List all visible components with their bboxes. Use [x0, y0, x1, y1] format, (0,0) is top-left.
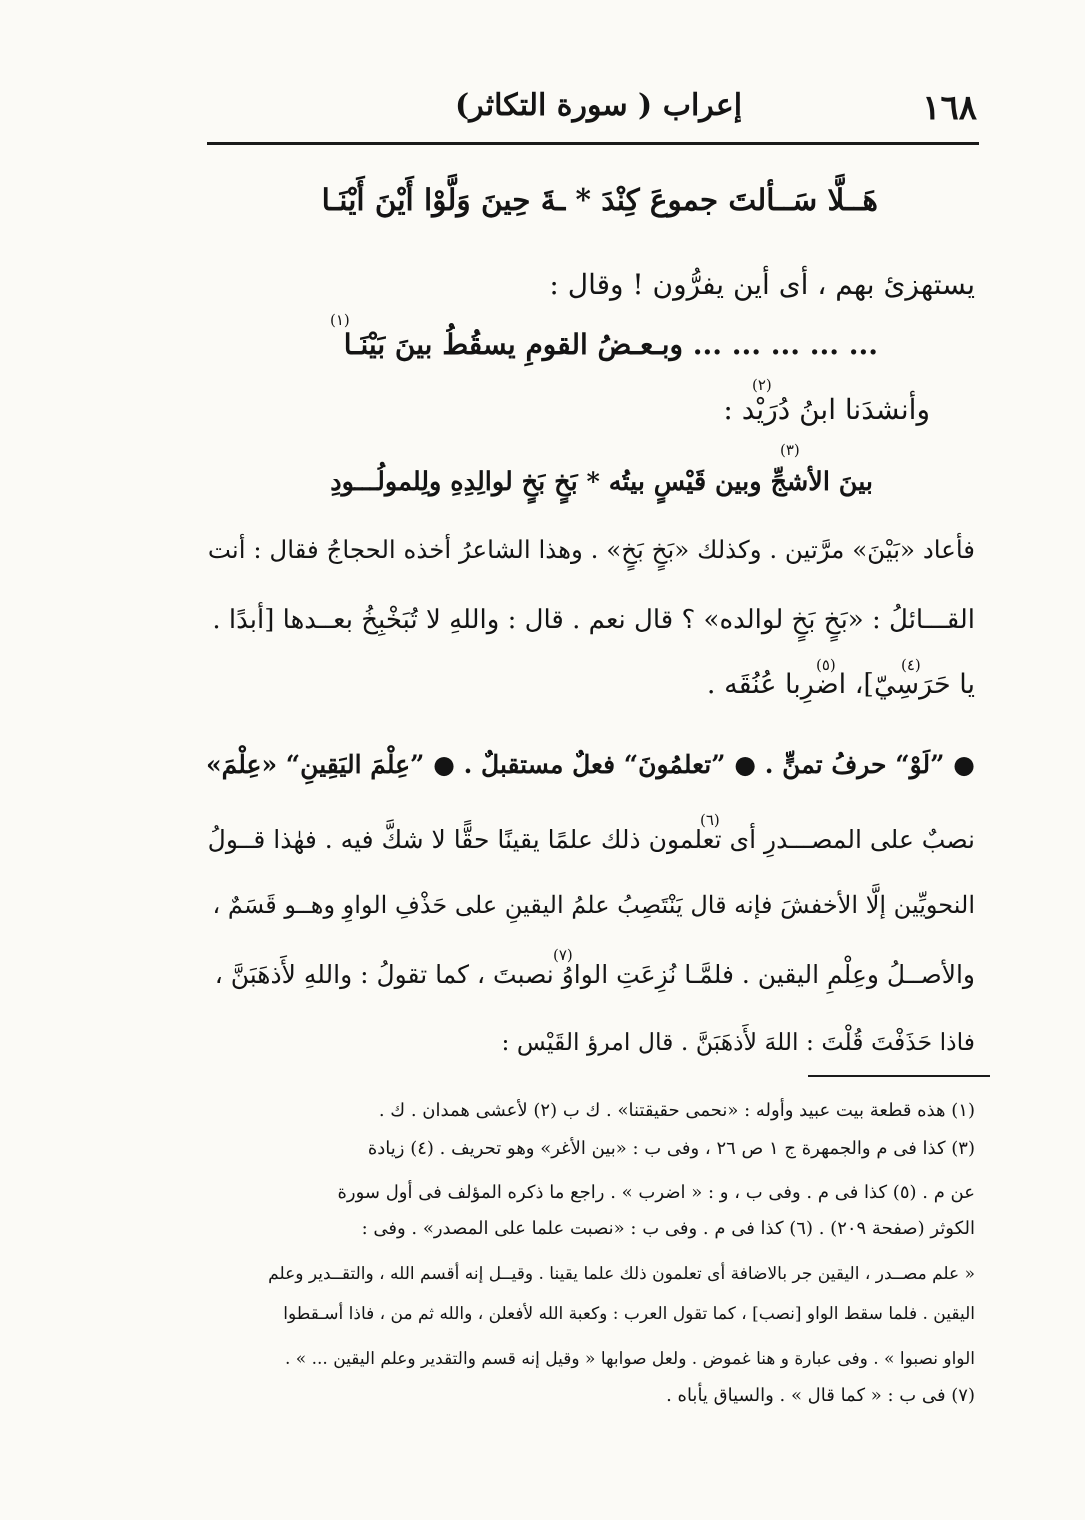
body-line: وأنشدَنا ابنُ دُرَيْد : [723, 393, 930, 426]
footnote-rule [808, 1075, 990, 1077]
body-line: يستهزئ بهم ، أى أين يفرُّون ! وقال : [549, 268, 975, 301]
verse-line-1: هَــلَّا سَــألتَ جموعَ كِنْدَ * ـةَ حِينَ وَلَّوْا أَيْنَ أَيْنَـا [321, 182, 878, 217]
fn-marker-7-text: (٧) [553, 946, 573, 964]
body-line: فأعاد «بَيْنَ» مرَّتين . وكذلك «بَخٍ بَخٍ» . وهذا الشاعرُ أخذه الحجاجُ فقال : أنت [207, 535, 975, 564]
body-line: القـــائلُ : «بَخٍ بَخٍ لوالده» ؟ قال نعم . قال : واللهِ لا تُبَخْبِخُ بعــدها [أبدًا . [212, 605, 975, 635]
page-header [207, 88, 977, 136]
fn-marker-1-text: (١) [330, 311, 350, 329]
body-line: النحويِّين إلَّا الأخفشَ فإنه قال يَنْتَصِبُ علمُ اليقينِ على حَذْفِ الواوِ وهــو قَسَمٌ ، [212, 891, 975, 919]
fn-marker-6-text: (٦) [700, 811, 720, 829]
grammar-heading-line: ● ”لَوْ“ حرفُ تمنٍّ . ● ”تعلمُونَ“ فعلٌ مستقبلٌ . ● ”عِلْمَ اليَقِينِ“ «عِلْمَ» [206, 750, 975, 779]
footnote-line: اليقين . فلما سقط الواو [نصب] ، كما تقول العرب : وكعبة الله لأفعلن ، والله ثم من ، فاذا أسـقطوا [283, 1304, 975, 1324]
footnote-line: عن م . (٥) كذا فى م . وفى ب ، و : « اضرب » . راجع ما ذكره المؤلف فى أول سورة [337, 1182, 975, 1203]
fn-marker-4-text: (٤) [901, 656, 921, 674]
footnote-line: (٧) فى ب : « كما قال » . والسياق يأباه . [666, 1385, 975, 1406]
fn-marker-2-text: (٢) [752, 376, 772, 394]
verse-line-2: ... ... ... ... ... وبـعـضُ القومِ يسقُطُ بينَ بَيْنَـا [343, 328, 878, 361]
footnote-line: الواو نصبوا » . وفى عبارة و هنا غموض . ولعل صوابها « وقيل إنه قسم والتقدير وعلم اليقين ... » . [285, 1349, 975, 1369]
fn-marker-3-text: (٣) [780, 441, 800, 459]
body-line: يا حَرَسِيّ]، اضرِبا عُنُقَه . [706, 669, 975, 700]
running-title: إعراب ( سورة التكاثر) [455, 88, 743, 123]
page-number: ١٦٨ [922, 88, 977, 128]
body-line: والأصــلُ وعِلْمِ اليقين . فلمَّـا نُزِعَتِ الواوُ نصبتَ ، كما تقولُ : واللهِ لأَذهَبَنَّ ، [214, 960, 975, 989]
fn-marker-5-text: (٥) [816, 656, 836, 674]
footnote-line: (١) هذه قطعة بيت عبيد وأوله : «نحمى حقيقتنا» . ك ب (٢) لأعشى همدان . ك . [378, 1100, 975, 1121]
body-line: نصبٌ على المصـــدرِ أى تعلمون ذلك علمًا يقينًا حقًّا لا شكَّ فيه . فهٰذا قــولُ [207, 825, 975, 854]
header-rule [207, 142, 979, 145]
footnote-line: الكوثر (صفحة ٢٠٩) . (٦) كذا فى م . وفى ب : «نصبت علما على المصدر» . وفى : [361, 1218, 975, 1239]
verse-line-3: بينَ الأشجِّ وبين قَيْسٍ بيتُه * بَخٍ بَخٍ لوالِدِهِ ولِلمولُـــودِ [330, 467, 873, 497]
footnote-line: « علم مصــدر ، اليقين جر بالاضافة أى تعلمون ذلك علما يقينا . وقيــل إنه أقسم الله ، والتقــدير وعلم [268, 1264, 975, 1284]
footnote-line: (٣) كذا فى م والجمهرة ج ١ ص ٢٦ ، وفى ب : «بين الأغر» وهو تحريف . (٤) زيادة [367, 1138, 975, 1159]
body-line: فاذا حَذَفْتَ قُلْتَ : اللهَ لأَذهَبَنَّ . قال امرؤ القَيْس : [501, 1028, 975, 1056]
